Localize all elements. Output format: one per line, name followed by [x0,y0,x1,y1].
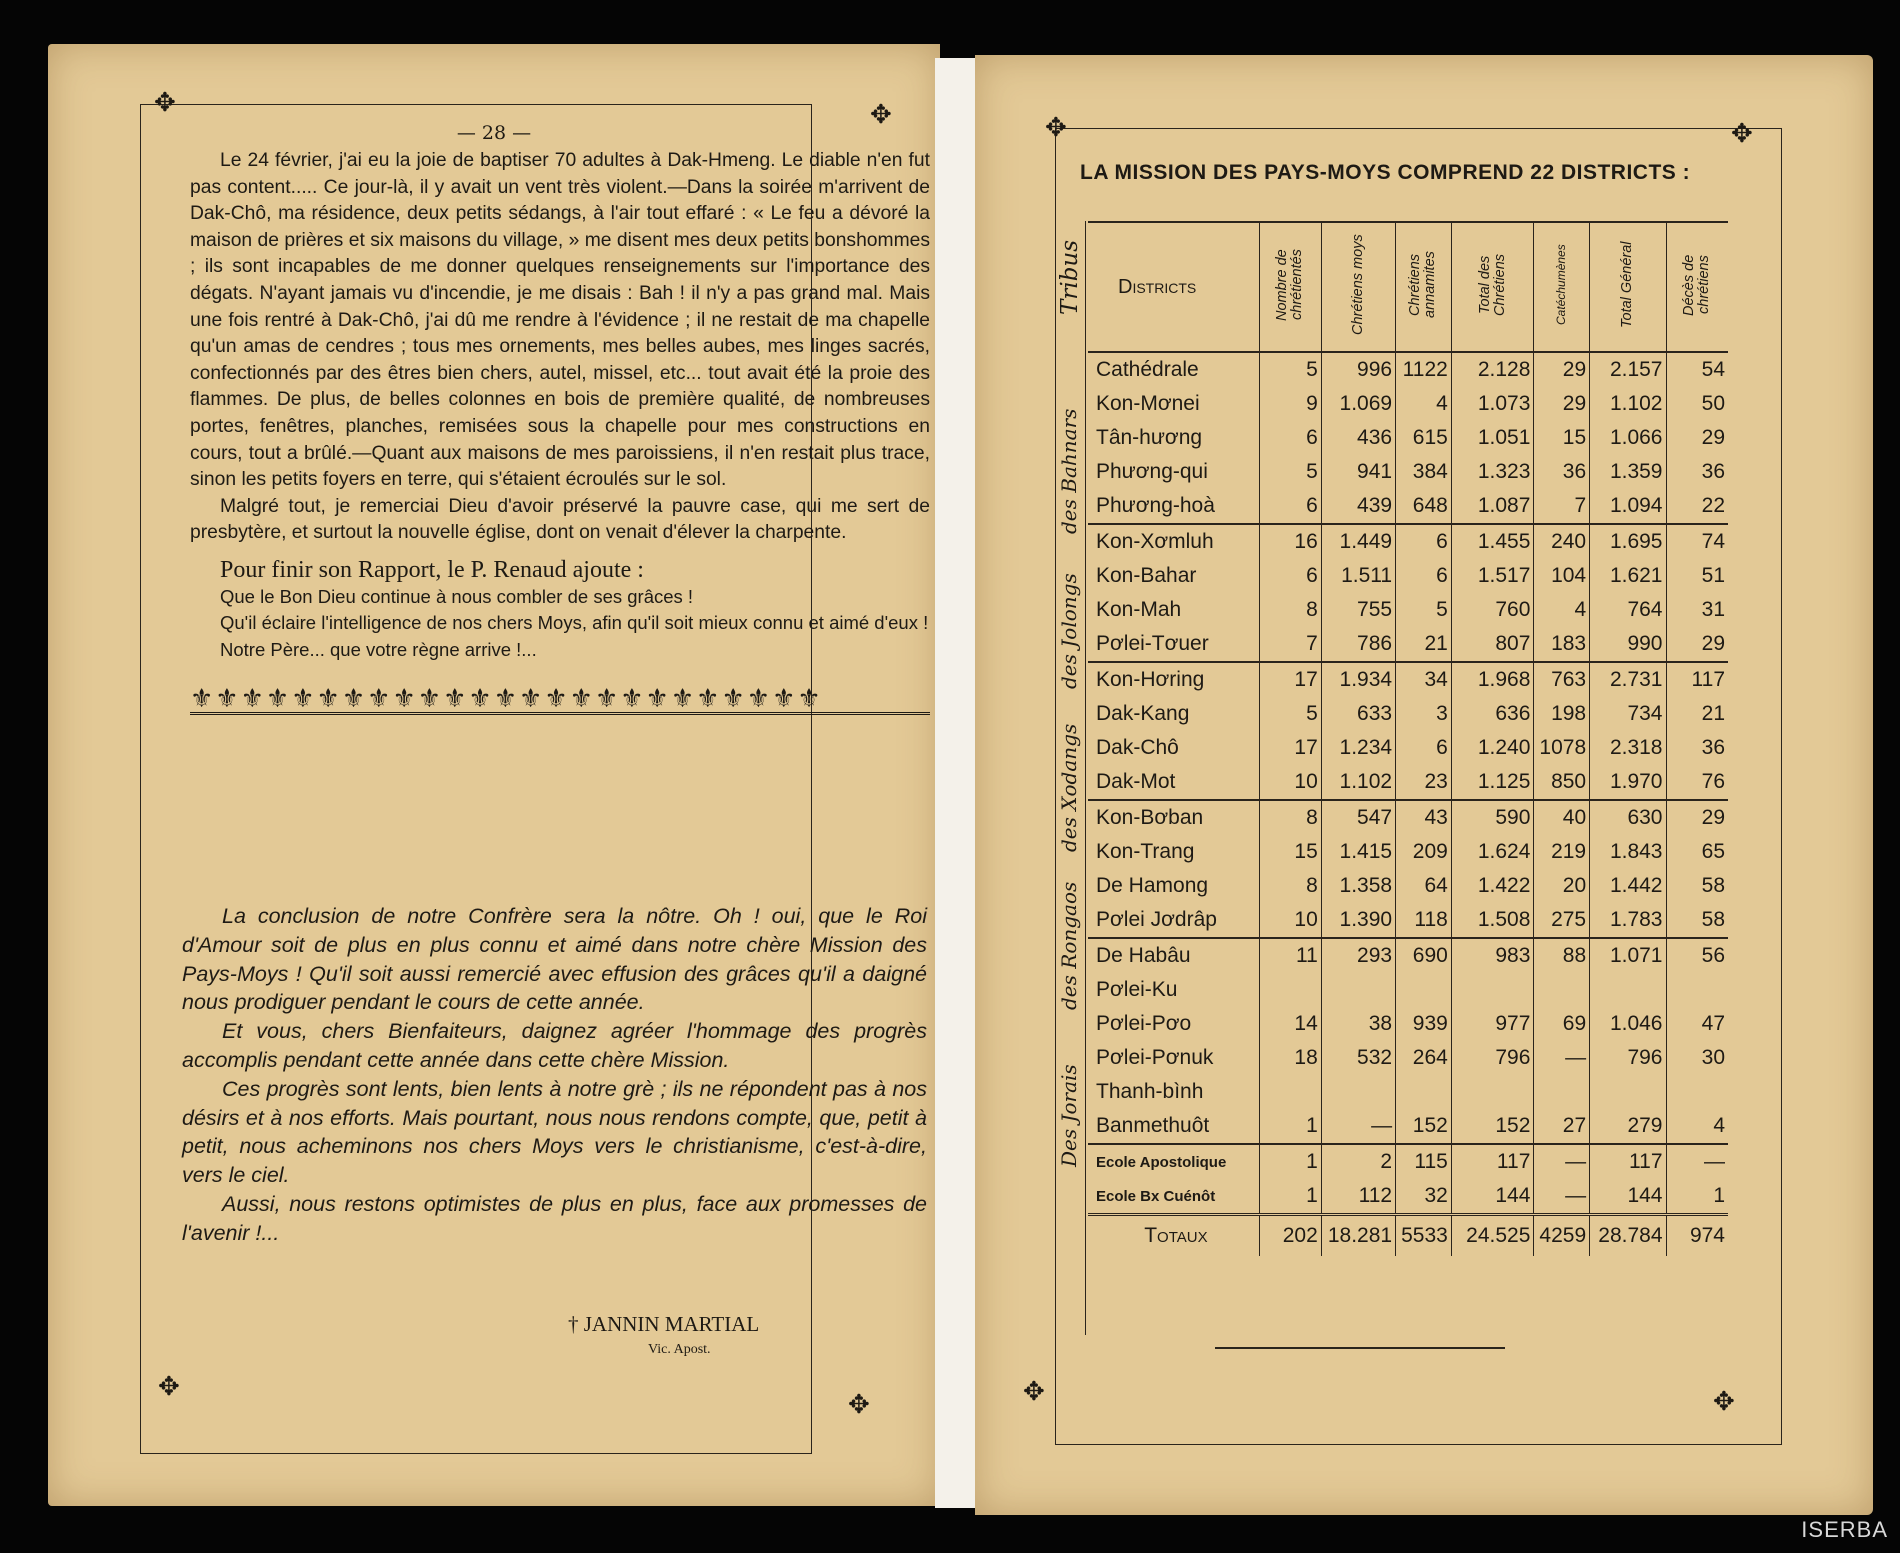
value-cell: 29 [1666,627,1728,662]
closing-line: Notre Père... que votre règne arrive !... [220,638,537,660]
corner-ornament-icon: ✥ [154,88,176,118]
table-body [1088,352,1728,1256]
value-cell: 264 [1396,1041,1452,1075]
column-header: Décès de chrétiens [1666,222,1728,352]
value-cell [1666,973,1728,1007]
value-cell: 10 [1259,765,1321,800]
value-cell: 115 [1396,1144,1452,1179]
value-cell [1451,1075,1534,1109]
value-cell: 74 [1666,524,1728,559]
value-cell: 1.968 [1451,662,1534,697]
district-name-cell: Kon-Hơring [1088,662,1259,697]
value-cell: 88 [1534,938,1590,973]
conclusion-paragraph: La conclusion de notre Confrère sera la nôtre. Oh ! oui, que le Roi d'Amour soit de plus en plus connu et aimé dans notre chère Mission des Pays-Moys ! Qu'il soit aussi remercié avec effusion des grâces qu'il a daigné nous prodiguer pendant le cours de cette année. [182,904,927,1015]
value-cell: 1 [1259,1179,1321,1215]
corner-ornament-icon: ✥ [848,1390,870,1420]
column-header: Catéchumènes [1534,222,1590,352]
value-cell: 15 [1259,835,1321,869]
value-cell: 6 [1259,421,1321,455]
value-cell: 1.695 [1590,524,1666,559]
value-cell: 1.071 [1590,938,1666,973]
value-cell: 786 [1321,627,1395,662]
tribes-column [1057,221,1086,1335]
value-cell: 5 [1259,352,1321,387]
value-cell: 7 [1534,489,1590,524]
value-cell: 21 [1396,627,1452,662]
value-cell: 36 [1534,455,1590,489]
value-cell: 1.449 [1321,524,1395,559]
value-cell: 990 [1590,627,1666,662]
value-cell: 6 [1259,559,1321,593]
value-cell: 648 [1396,489,1452,524]
value-cell: 1.934 [1321,662,1395,697]
letter-text [190,148,930,715]
value-cell: 152 [1396,1109,1452,1144]
value-cell: 1.125 [1451,765,1534,800]
value-cell: 850 [1534,765,1590,800]
value-cell: 6 [1259,489,1321,524]
value-cell: 633 [1321,697,1395,731]
table-row [1088,387,1728,421]
closing-line: Qu'il éclaire l'intelligence de nos chers Moys, afin qu'il soit mieux connu et aimé d'eux ! [220,612,929,634]
table-row [1088,1075,1728,1109]
district-name-cell: Ecole Apostolique [1088,1144,1259,1179]
value-cell: 118 [1396,903,1452,938]
table-row [1088,869,1728,903]
value-cell: 4 [1534,593,1590,627]
value-cell: 1.624 [1451,835,1534,869]
district-name-cell: Pơlei Jơdrâp [1096,908,1217,931]
table-row [1088,662,1728,697]
table-row [1088,765,1728,800]
value-cell: 1.455 [1451,524,1534,559]
page-number: — 28 — [48,122,940,144]
value-cell: 6 [1396,731,1452,765]
total-cell: 5533 [1396,1215,1452,1257]
table-row [1088,697,1728,731]
district-name-cell: Kon-Mơnei [1096,392,1200,415]
value-cell: 939 [1396,1007,1452,1041]
value-cell: 1.843 [1590,835,1666,869]
closing-line: Que le Bon Dieu continue à nous combler de ses grâces ! [220,585,694,607]
conclusion-paragraph: Ces progrès sont lents, bien lents à notre grè ; ils ne répondent pas à nos désirs et à nos efforts. Mais pourtant, nous nous rendons compte, que, petit à petit, nous acheminons nos chers Moys vers le christianisme, c'est-à-dire, vers le ciel. [182,1076,927,1188]
value-cell: 1.511 [1321,559,1395,593]
conclusion-paragraph: Et vous, chers Bienfaiteurs, daignez agréer l'hommage des progrès accomplis pendant cette année dans cette chère Mission. [182,1019,927,1072]
value-cell: — [1666,1144,1728,1179]
value-cell: 117 [1666,662,1728,697]
value-cell: 293 [1321,938,1395,973]
table-row [1088,731,1728,765]
total-cell: 24.525 [1451,1215,1534,1257]
value-cell: 436 [1321,421,1395,455]
district-name-cell: Kon-Trang [1096,840,1195,863]
value-cell [1666,1075,1728,1109]
column-header: Chrétiens annamites [1396,222,1452,352]
value-cell: — [1534,1179,1590,1215]
value-cell: 17 [1259,662,1321,697]
value-cell: 152 [1451,1109,1534,1144]
value-cell [1534,973,1590,1007]
value-cell: 117 [1451,1144,1534,1179]
value-cell [1321,973,1395,1007]
district-name-cell: De Hamong [1096,874,1209,897]
value-cell: 112 [1321,1179,1395,1215]
value-cell: 1.234 [1321,731,1395,765]
value-cell: 29 [1534,387,1590,421]
table-row [1088,835,1728,869]
district-name-cell: Cathédrale [1096,358,1199,381]
value-cell: 43 [1396,800,1452,835]
value-cell: 16 [1259,524,1321,559]
value-cell: 1.621 [1590,559,1666,593]
value-cell: 21 [1666,697,1728,731]
value-cell: 1.102 [1321,765,1395,800]
value-cell [1590,1075,1666,1109]
value-cell: 40 [1534,800,1590,835]
value-cell: 532 [1321,1041,1395,1075]
value-cell: 384 [1396,455,1452,489]
value-cell: 755 [1321,593,1395,627]
district-name-cell: Tân-hương [1096,426,1203,449]
value-cell: 56 [1666,938,1728,973]
value-cell: 29 [1666,421,1728,455]
table-row [1088,593,1728,627]
value-cell: 1.087 [1451,489,1534,524]
table-row [1088,800,1728,835]
value-cell [1396,973,1452,1007]
table-title: LA MISSION DES PAYS-MOYS COMPREND 22 DISTRICTS : [1080,161,1691,184]
signature: † JANNIN MARTIAL [568,1312,760,1336]
value-cell: 1.066 [1590,421,1666,455]
value-cell: 439 [1321,489,1395,524]
value-cell: 8 [1259,800,1321,835]
value-cell [1321,1075,1395,1109]
value-cell: 34 [1396,662,1452,697]
column-header: Total Général [1590,222,1666,352]
closing-lines [190,584,930,664]
table-row [1088,973,1728,1007]
value-cell: 1.783 [1590,903,1666,938]
value-cell: 2.157 [1590,352,1666,387]
value-cell: 15 [1534,421,1590,455]
value-cell: 796 [1451,1041,1534,1075]
totals-row [1088,1215,1728,1257]
value-cell: 54 [1666,352,1728,387]
table-row [1088,1179,1728,1215]
district-name-cell: Dak-Kang [1096,702,1190,725]
value-cell: 1.046 [1590,1007,1666,1041]
table-row [1088,455,1728,489]
table-row [1088,352,1728,387]
totals-label: Totaux [1088,1215,1259,1257]
value-cell: 5 [1259,697,1321,731]
value-cell: 1.415 [1321,835,1395,869]
tribe-label: des Bahnars [1057,408,1081,534]
tribe-header: Tribus [1057,239,1083,315]
value-cell [1451,973,1534,1007]
value-cell: 1 [1259,1109,1321,1144]
signature-title: Vic. Apost. [648,1342,711,1357]
table-row [1088,1041,1728,1075]
value-cell: 4 [1396,387,1452,421]
value-cell: 1.390 [1321,903,1395,938]
table-row [1088,421,1728,455]
value-cell: 65 [1666,835,1728,869]
table-row [1088,938,1728,973]
value-cell: 983 [1451,938,1534,973]
value-cell: 144 [1451,1179,1534,1215]
value-cell: 1.073 [1451,387,1534,421]
value-cell: 1 [1259,1144,1321,1179]
value-cell: 630 [1590,800,1666,835]
value-cell: 1.422 [1451,869,1534,903]
value-cell: 941 [1321,455,1395,489]
district-name-cell: Dak-Mot [1096,770,1176,793]
value-cell: 796 [1590,1041,1666,1075]
fleuron-divider-icon: ⚜⚜⚜⚜⚜⚜⚜⚜⚜⚜⚜⚜⚜⚜⚜⚜⚜⚜⚜⚜⚜⚜⚜⚜⚜ [190,685,930,715]
value-cell: 763 [1534,662,1590,697]
subheading: Pour finir son Rapport, le P. Renaud ajoute : [220,556,644,583]
tribe-label: des Rongaos [1057,881,1081,1011]
column-header: Nombre de chrétientés [1259,222,1321,352]
conclusion-paragraph: Aussi, nous restons optimistes de plus en plus, face aux promesses de l'avenir !... [182,1191,927,1245]
value-cell: 10 [1259,903,1321,938]
value-cell: 64 [1396,869,1452,903]
value-cell [1534,1075,1590,1109]
district-name-cell: Banmethuôt [1096,1114,1210,1137]
value-cell: 51 [1666,559,1728,593]
district-name-cell: Pơlei-Ku [1096,978,1178,1001]
value-cell: 38 [1321,1007,1395,1041]
value-cell [1396,1075,1452,1109]
value-cell: 2 [1321,1144,1395,1179]
value-cell: 219 [1534,835,1590,869]
value-cell: 4 [1666,1109,1728,1144]
value-cell: 275 [1534,903,1590,938]
value-cell: 590 [1451,800,1534,835]
letter-paragraph: Malgré tout, je remerciai Dieu d'avoir préservé la pauvre case, qui me sert de presbytère, et surtout la nouvelle église, dont on venait d'élever la charpente. [190,495,930,544]
value-cell: 209 [1396,835,1452,869]
value-cell: 144 [1590,1179,1666,1215]
value-cell: 58 [1666,869,1728,903]
right-page [975,55,1873,1515]
value-cell: 1 [1666,1179,1728,1215]
value-cell: 50 [1666,387,1728,421]
value-cell [1259,1075,1321,1109]
value-cell: 1.094 [1590,489,1666,524]
value-cell: 1.051 [1451,421,1534,455]
table-row [1088,627,1728,662]
conclusion-text [182,902,927,1248]
value-cell: 11 [1259,938,1321,973]
value-cell: 7 [1259,627,1321,662]
value-cell: 36 [1666,455,1728,489]
district-name-cell: Pơlei-Pơnuk [1096,1046,1214,1069]
district-name-cell: Dak-Chô [1096,736,1179,759]
value-cell: 5 [1396,593,1452,627]
value-cell: 1.102 [1590,387,1666,421]
district-name-cell: Kon-Mah [1096,598,1182,621]
column-header: Districts [1088,222,1259,352]
value-cell: 2.318 [1590,731,1666,765]
column-header: Total des Chrétiens [1451,222,1534,352]
table-row [1088,1109,1728,1144]
table-row [1088,524,1728,559]
value-cell: 29 [1666,800,1728,835]
value-cell: 23 [1396,765,1452,800]
value-cell: 1.442 [1590,869,1666,903]
value-cell: 760 [1451,593,1534,627]
column-header: Chrétiens moys [1321,222,1395,352]
total-cell: 974 [1666,1215,1728,1257]
tribe-label: des Jolongs [1057,573,1081,689]
districts-table [1088,221,1728,1256]
value-cell: — [1534,1144,1590,1179]
corner-ornament-icon: ✥ [1731,119,1753,149]
corner-ornament-icon: ✥ [1045,113,1067,143]
value-cell: 58 [1666,903,1728,938]
total-cell: 202 [1259,1215,1321,1257]
value-cell: 807 [1451,627,1534,662]
district-name-cell: De Habâu [1088,938,1259,973]
value-cell: 1122 [1396,352,1452,387]
value-cell: 1.517 [1451,559,1534,593]
value-cell: 104 [1534,559,1590,593]
value-cell: 6 [1396,524,1452,559]
value-cell: 1.970 [1590,765,1666,800]
value-cell: 8 [1259,869,1321,903]
value-cell: 1.508 [1451,903,1534,938]
value-cell: 30 [1666,1041,1728,1075]
district-name-cell: Phương-qui [1096,460,1208,483]
value-cell: 14 [1259,1007,1321,1041]
value-cell: 5 [1259,455,1321,489]
value-cell: — [1534,1041,1590,1075]
value-cell: 1078 [1534,731,1590,765]
letter-paragraph: Le 24 février, j'ai eu la joie de baptiser 70 adultes à Dak-Hmeng. Le diable n'en fut pas content..... Ce jour-là, il y avait un vent très violent.—Dans la soirée m'arrivent de Dak-Chô, ma résidence, deux petits sédangs, à l'air tout effaré : « Le feu a dévoré la maison de prières et six maisons du village, » me disent mes deux petits bonshommes ; ils sont incapables de me donner quelques renseignements sur l'importance des dégats. N'ayant jamais vu d'incendie, je me disais : Bah ! il n'y a pas grand mal. Mais une fois rentré à Dak-Chô, j'ai dû me rendre à l'évidence ; il ne restait de ma chapelle qu'un amas de cendres ; tous mes ornements, mes belles aubes, mes linges sacrés, confectionnés par des êtres bien chers, autel, missel, etc... tout avait été la proie des flammes. De plus, de belles colonnes en bois de première qualité, de nombreuses portes, fenêtres, planches, remisées sous la chapelle pour mes constructions en cours, tout a brûlé.—Quant aux maisons de mes paroissiens, il n'en restait plus trace, sinon les petits foyers en terre, qui s'étaient écroulés sur le sol. [190,150,930,491]
value-cell: 27 [1534,1109,1590,1144]
ornamental-rule [1215,1347,1505,1349]
value-cell: 31 [1666,593,1728,627]
district-name-cell: Ecole Bx Cuénôt [1096,1187,1216,1205]
value-cell: 2.128 [1451,352,1534,387]
value-cell: 17 [1259,731,1321,765]
value-cell: 1.069 [1321,387,1395,421]
left-page [48,44,940,1506]
value-cell: 996 [1321,352,1395,387]
value-cell: 69 [1534,1007,1590,1041]
corner-ornament-icon: ✥ [158,1372,180,1402]
corner-ornament-icon: ✥ [870,100,892,130]
district-name-cell: Phương-hoà [1096,494,1215,517]
value-cell: 47 [1666,1007,1728,1041]
corner-ornament-icon: ✥ [1023,1377,1045,1407]
value-cell [1259,973,1321,1007]
value-cell: 977 [1451,1007,1534,1041]
total-cell: 28.784 [1590,1215,1666,1257]
table-row [1088,559,1728,593]
district-name-cell: Kon-Xơmluh [1088,524,1259,559]
value-cell: — [1321,1109,1395,1144]
table-row [1088,1007,1728,1041]
value-cell: 76 [1666,765,1728,800]
value-cell: 240 [1534,524,1590,559]
value-cell: 1.359 [1590,455,1666,489]
value-cell: 764 [1590,593,1666,627]
value-cell: 32 [1396,1179,1452,1215]
value-cell: 8 [1259,593,1321,627]
value-cell: 2.731 [1590,662,1666,697]
value-cell: 9 [1259,387,1321,421]
value-cell: 36 [1666,731,1728,765]
value-cell: 615 [1396,421,1452,455]
value-cell: 117 [1590,1144,1666,1179]
value-cell: 20 [1534,869,1590,903]
district-name-cell: Kon-Bahar [1096,564,1197,587]
table-row [1088,489,1728,524]
value-cell: 183 [1534,627,1590,662]
value-cell: 18 [1259,1041,1321,1075]
total-cell: 18.281 [1321,1215,1395,1257]
value-cell [1590,973,1666,1007]
district-name-cell: Thanh-bình [1096,1080,1204,1103]
value-cell: 3 [1396,697,1452,731]
value-cell: 636 [1451,697,1534,731]
value-cell: 198 [1534,697,1590,731]
tribe-label: des Xodangs [1057,723,1081,853]
total-cell: 4259 [1534,1215,1590,1257]
value-cell: 734 [1590,697,1666,731]
tribe-label: Des Jorais [1057,1064,1081,1168]
district-name-cell: Kon-Bơban [1088,800,1259,835]
table-row [1088,903,1728,938]
corner-ornament-icon: ✥ [1713,1387,1735,1417]
value-cell: 1.240 [1451,731,1534,765]
value-cell: 547 [1321,800,1395,835]
value-cell: 1.358 [1321,869,1395,903]
table-row [1088,1144,1728,1179]
value-cell: 690 [1396,938,1452,973]
district-name-cell: Pơlei-Pơo [1096,1012,1192,1035]
value-cell: 279 [1590,1109,1666,1144]
district-name-cell: Pơlei-Tơuer [1096,632,1209,655]
value-cell: 22 [1666,489,1728,524]
value-cell: 29 [1534,352,1590,387]
value-cell: 6 [1396,559,1452,593]
value-cell: 1.323 [1451,455,1534,489]
watermark: ISERBA [1801,1517,1888,1542]
book-gutter [935,58,975,1508]
